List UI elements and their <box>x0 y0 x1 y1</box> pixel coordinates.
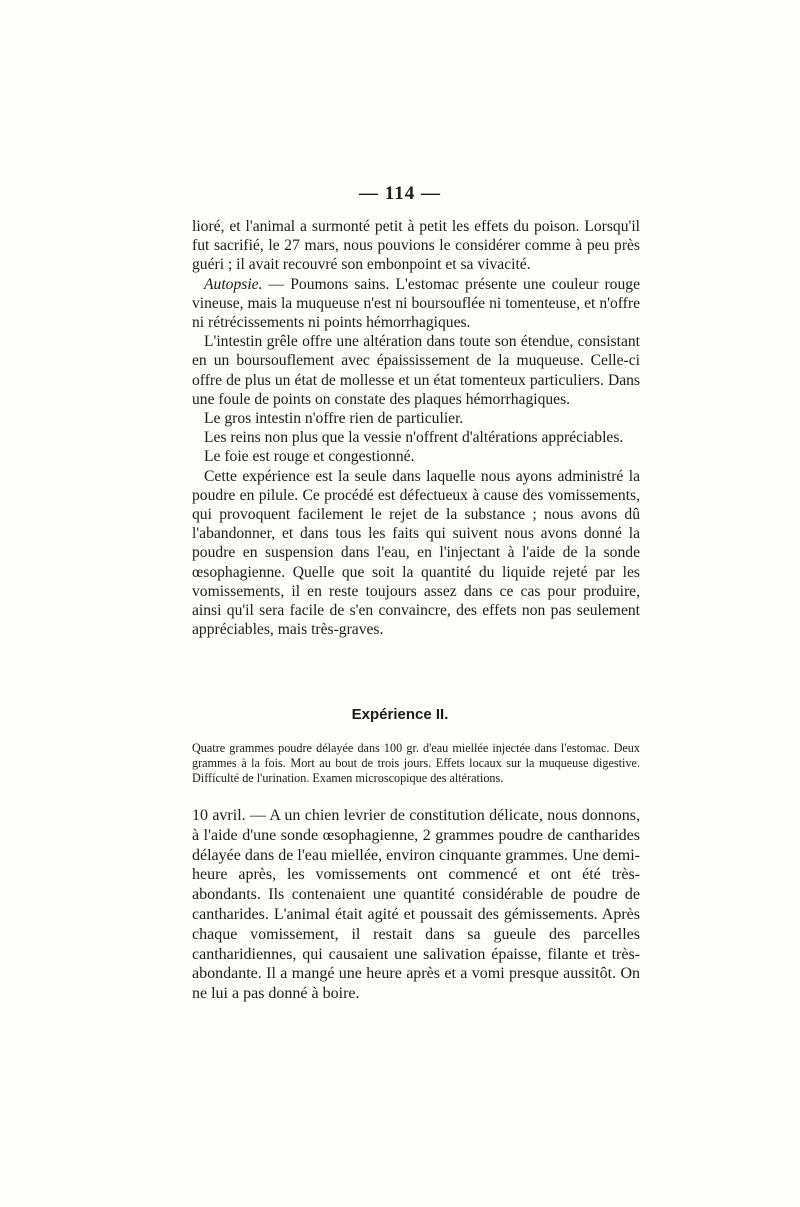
autopsie-label: Autopsie. <box>204 275 263 293</box>
paragraph: Le gros intestin n'offre rien de particulier. <box>204 410 464 428</box>
paragraph: L'intestin grêle offre une altération dans toute son étendue, consistant en un boursouflement avec épaississement de la muqueuse. Celle-ci offre de plus un état de mollesse et un état tomenteux particuliers. Dans une foule de points on constate des plaques hémorrhagiques. <box>192 333 640 408</box>
experience-summary <box>192 741 640 786</box>
text-block-experience-2 <box>192 806 640 1004</box>
text-block-experience-1 <box>192 217 640 639</box>
paragraph: Cette expérience est la seule dans laquelle nous ayons administré la poudre en pilule. Ce procédé est défectueux à cause des vomissements, qui provoquent facilement le rejet de la substance ; nous avons dû l'abandonner, et dans tous les faits qui suivent nous avons donné la poudre en suspension dans l'eau, en l'injectant à l'aide de la sonde œsophagienne. Quelle que soit la quantité du liquide rejeté par les vomissements, il en reste toujours assez dans ce cas pour produire, ainsi qu'il sera facile de s'en convaincre, des effets non pas seulement appréciables, mais très-graves. <box>192 467 640 639</box>
autopsie-text: — Poumons sains. L'estomac présente une couleur rouge vineuse, mais la muqueuse n'est ni boursouflée ni tomenteuse, et n'offre ni rétrécissements ni points hémorrhagiques. <box>192 275 640 332</box>
paragraph: 10 avril. — A un chien levrier de constitution délicate, nous donnons, à l'aide d'une sonde œsophagienne, 2 grammes poudre de cantharides délayée dans de l'eau miellée, environ cinquante grammes. Une demi-heure après, les vomissements ont commencé et ont été très-abondants. Ils contenaient une quantité considérable de poudre de cantharides. L'animal était agité et poussait des gémissements. Après chaque vomissement, il restait dans sa gueule des parcelles cantharidiennes, qui causaient une salivation épaisse, filante et très-abondante. Il a mangé une heure après et a vomi presque aussitôt. On ne lui a pas donné à boire. <box>192 807 640 1003</box>
paragraph: lioré, et l'animal a surmonté petit à petit les effets du poison. Lorsqu'il fut sacrifié, le 27 mars, nous pouvions le considérer comme à peu près guéri ; il avait recouvré son embonpoint et sa vivacité. <box>192 218 640 274</box>
paragraph: Les reins non plus que la vessie n'offrent d'altérations appréciables. <box>204 429 624 447</box>
section-heading: Expérience II. <box>351 706 449 723</box>
summary-text: Quatre grammes poudre délayée dans 100 gr. d'eau miellée injectée dans l'estomac. Deux grammes à la fois. Mort au bout de trois jours. Effets locaux sur la muqueuse digestive. Difficulté de l'urination. Examen microscopique des altérations. <box>192 741 640 785</box>
paragraph-autopsie <box>192 275 640 333</box>
paragraph: Le foie est rouge et congestionné. <box>204 448 415 466</box>
page-number: — 114 — <box>359 183 441 204</box>
